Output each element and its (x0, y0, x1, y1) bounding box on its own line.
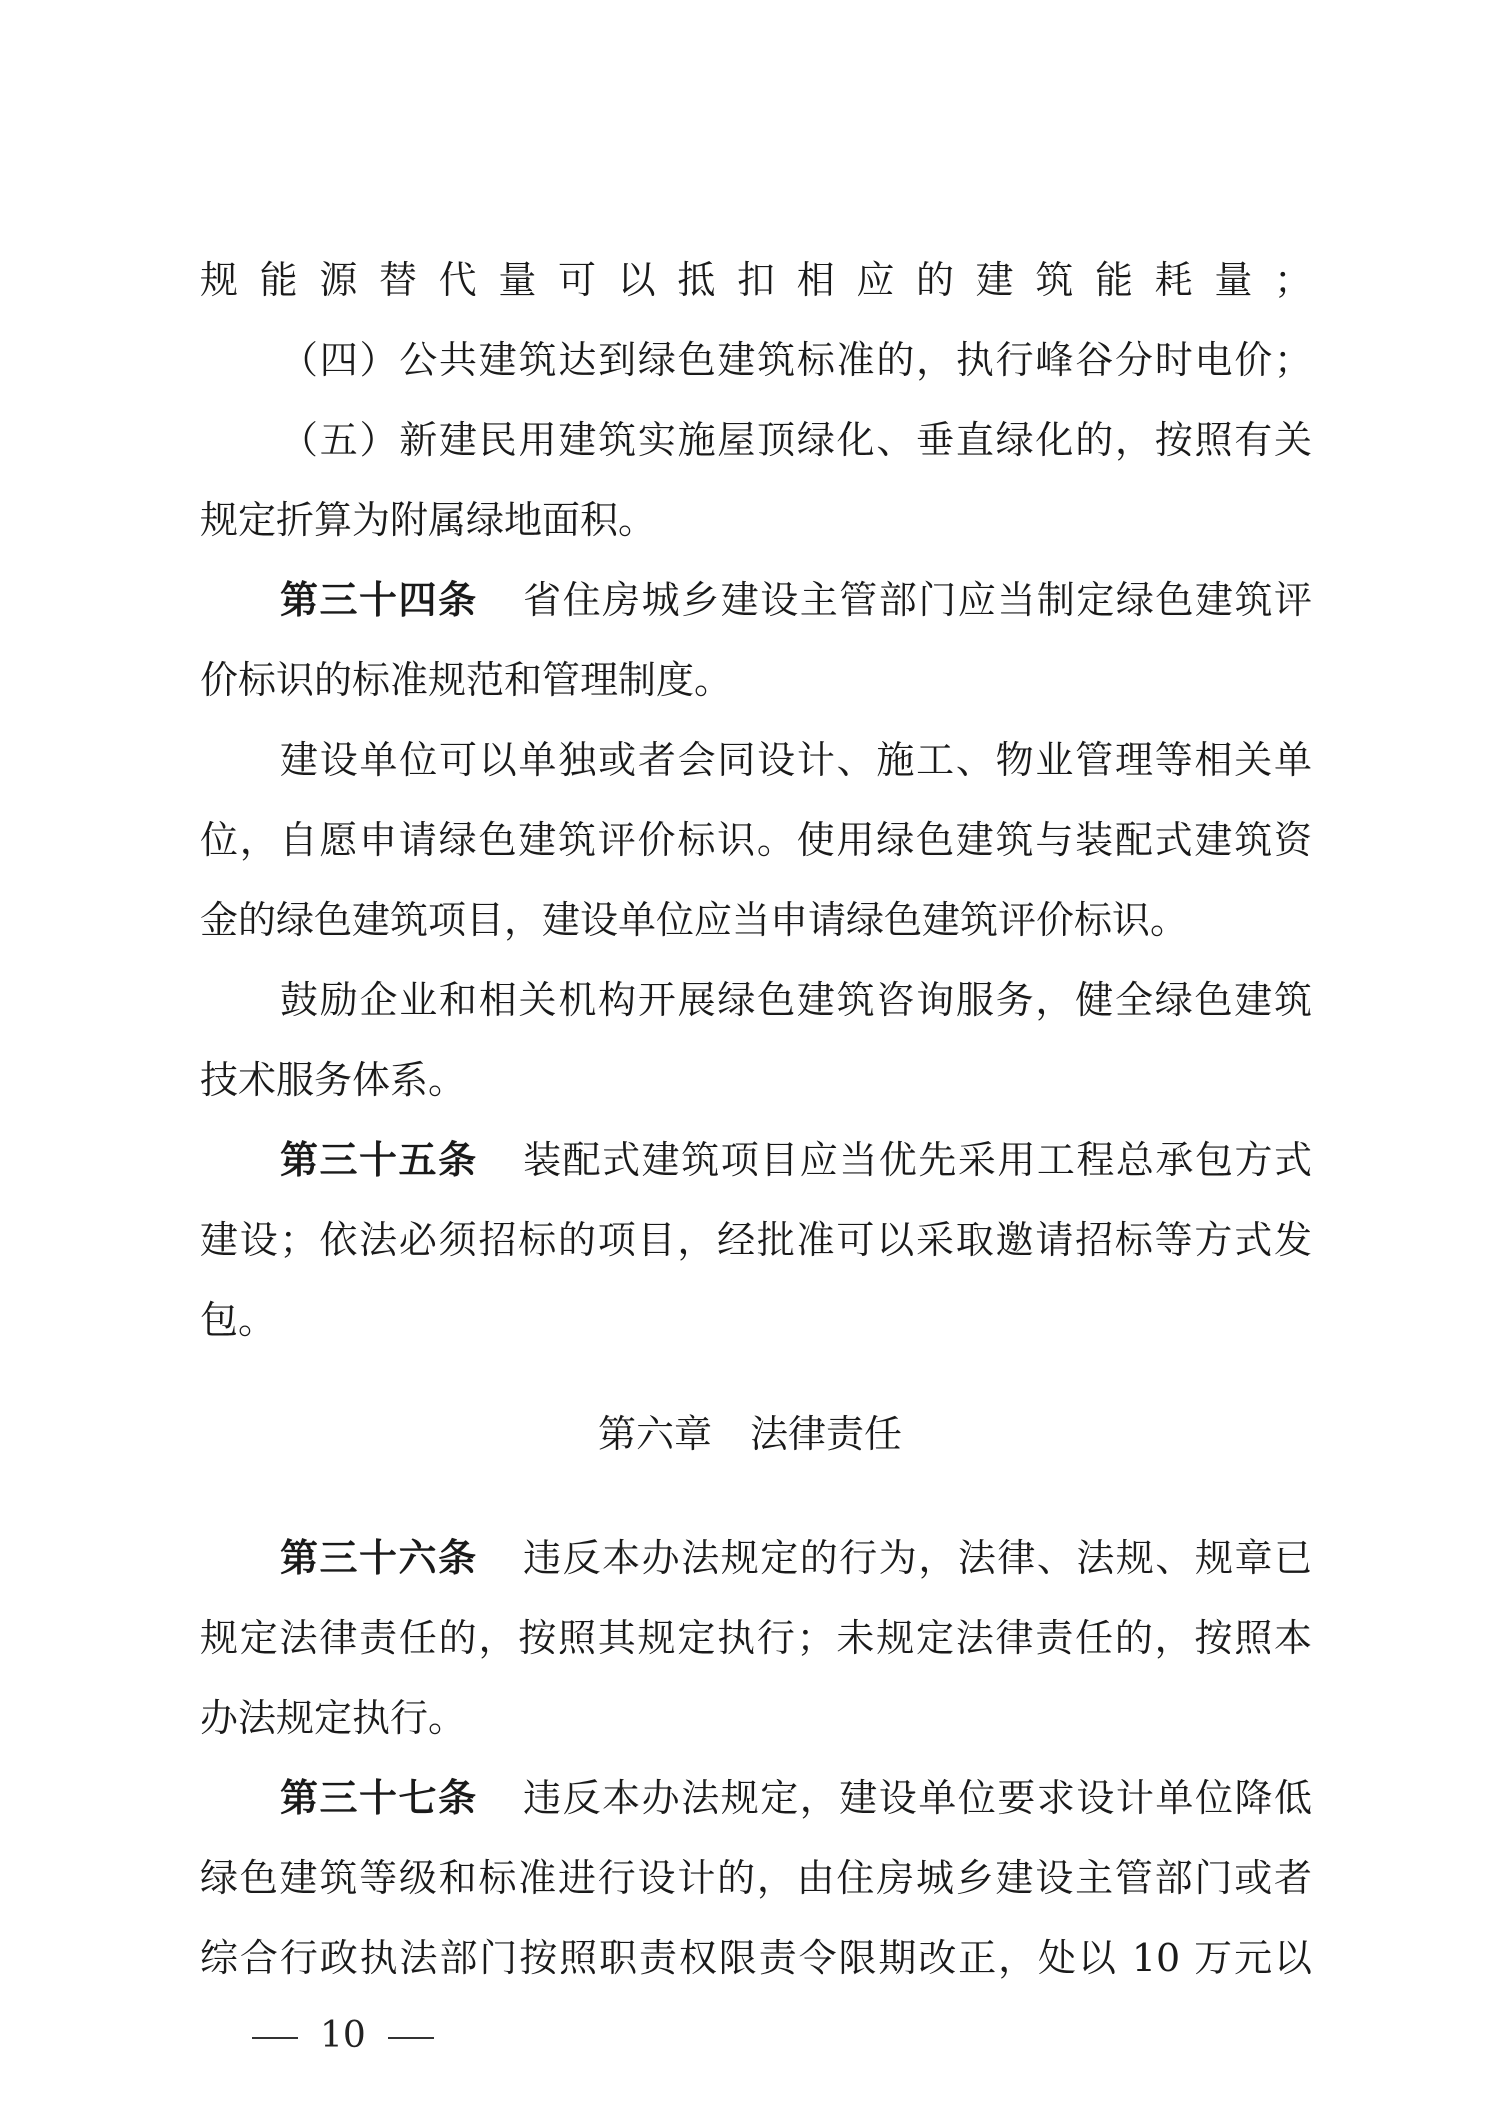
article-37-text: 违反本办法规定，建设单位要求设计单位降低 (521, 1776, 1312, 1820)
article-36-heading: 第三十六条 (280, 1536, 478, 1580)
article-35-line-2: 建设；依法必须招标的项目，经批准可以采取邀请招标等方式发 (200, 1218, 1312, 1262)
article-34-para2-line-3: 金的绿色建筑项目，建设单位应当申请绿色建筑评价标识。 (200, 898, 1189, 942)
list-item-four: （四）公共建筑达到绿色建筑标准的，执行峰谷分时电价； (280, 338, 1312, 382)
article-37-line-3: 综合行政执法部门按照职责权限责令限期改正，处以 10 万元以 (200, 1936, 1312, 1980)
list-item-five: （五）新建民用建筑实施屋顶绿化、垂直绿化的，按照有关 (280, 418, 1312, 462)
article-37-line-1 (280, 1772, 1312, 1824)
chapter-title: 法律责任 (750, 1412, 903, 1456)
article-34-heading: 第三十四条 (280, 578, 478, 622)
article-37-line-2: 绿色建筑等级和标准进行设计的，由住房城乡建设主管部门或者 (200, 1856, 1312, 1900)
article-34-line-1 (280, 574, 1312, 626)
paragraph-line: 规能源替代量可以抵扣相应的建筑能耗量； (200, 258, 1312, 302)
article-37-heading: 第三十七条 (280, 1776, 478, 1820)
article-34-line-2: 价标识的标准规范和管理制度。 (200, 658, 733, 702)
footer-dash-right (388, 2037, 434, 2039)
chapter-number: 第六章 (597, 1412, 712, 1456)
article-35-line-3: 包。 (200, 1298, 277, 1342)
article-35-line-1 (280, 1134, 1312, 1186)
article-36-line-1 (280, 1532, 1312, 1584)
article-35-text: 装配式建筑项目应当优先采用工程总承包方式 (521, 1138, 1312, 1182)
article-34-para3-line-1: 鼓励企业和相关机构开展绿色建筑咨询服务，健全绿色建筑 (280, 978, 1312, 1022)
paragraph-line: 规定折算为附属绿地面积。 (200, 498, 657, 542)
article-36-text: 违反本办法规定的行为，法律、法规、规章已 (521, 1536, 1312, 1580)
article-34-para3-line-2: 技术服务体系。 (200, 1058, 467, 1102)
article-35-heading: 第三十五条 (280, 1138, 478, 1182)
page-number: 10 (320, 2015, 366, 2056)
article-34-para2-line-1: 建设单位可以单独或者会同设计、施工、物业管理等相关单 (280, 738, 1312, 782)
article-34-para2-line-2: 位，自愿申请绿色建筑评价标识。使用绿色建筑与装配式建筑资 (200, 818, 1312, 862)
article-36-line-2: 规定法律责任的，按照其规定执行；未规定法律责任的，按照本 (200, 1616, 1312, 1660)
article-34-text: 省住房城乡建设主管部门应当制定绿色建筑评 (521, 578, 1312, 622)
chapter-heading (0, 1408, 1500, 1460)
footer-dash-left (252, 2037, 298, 2039)
page-footer (230, 2012, 456, 2060)
article-36-line-3: 办法规定执行。 (200, 1696, 467, 1740)
